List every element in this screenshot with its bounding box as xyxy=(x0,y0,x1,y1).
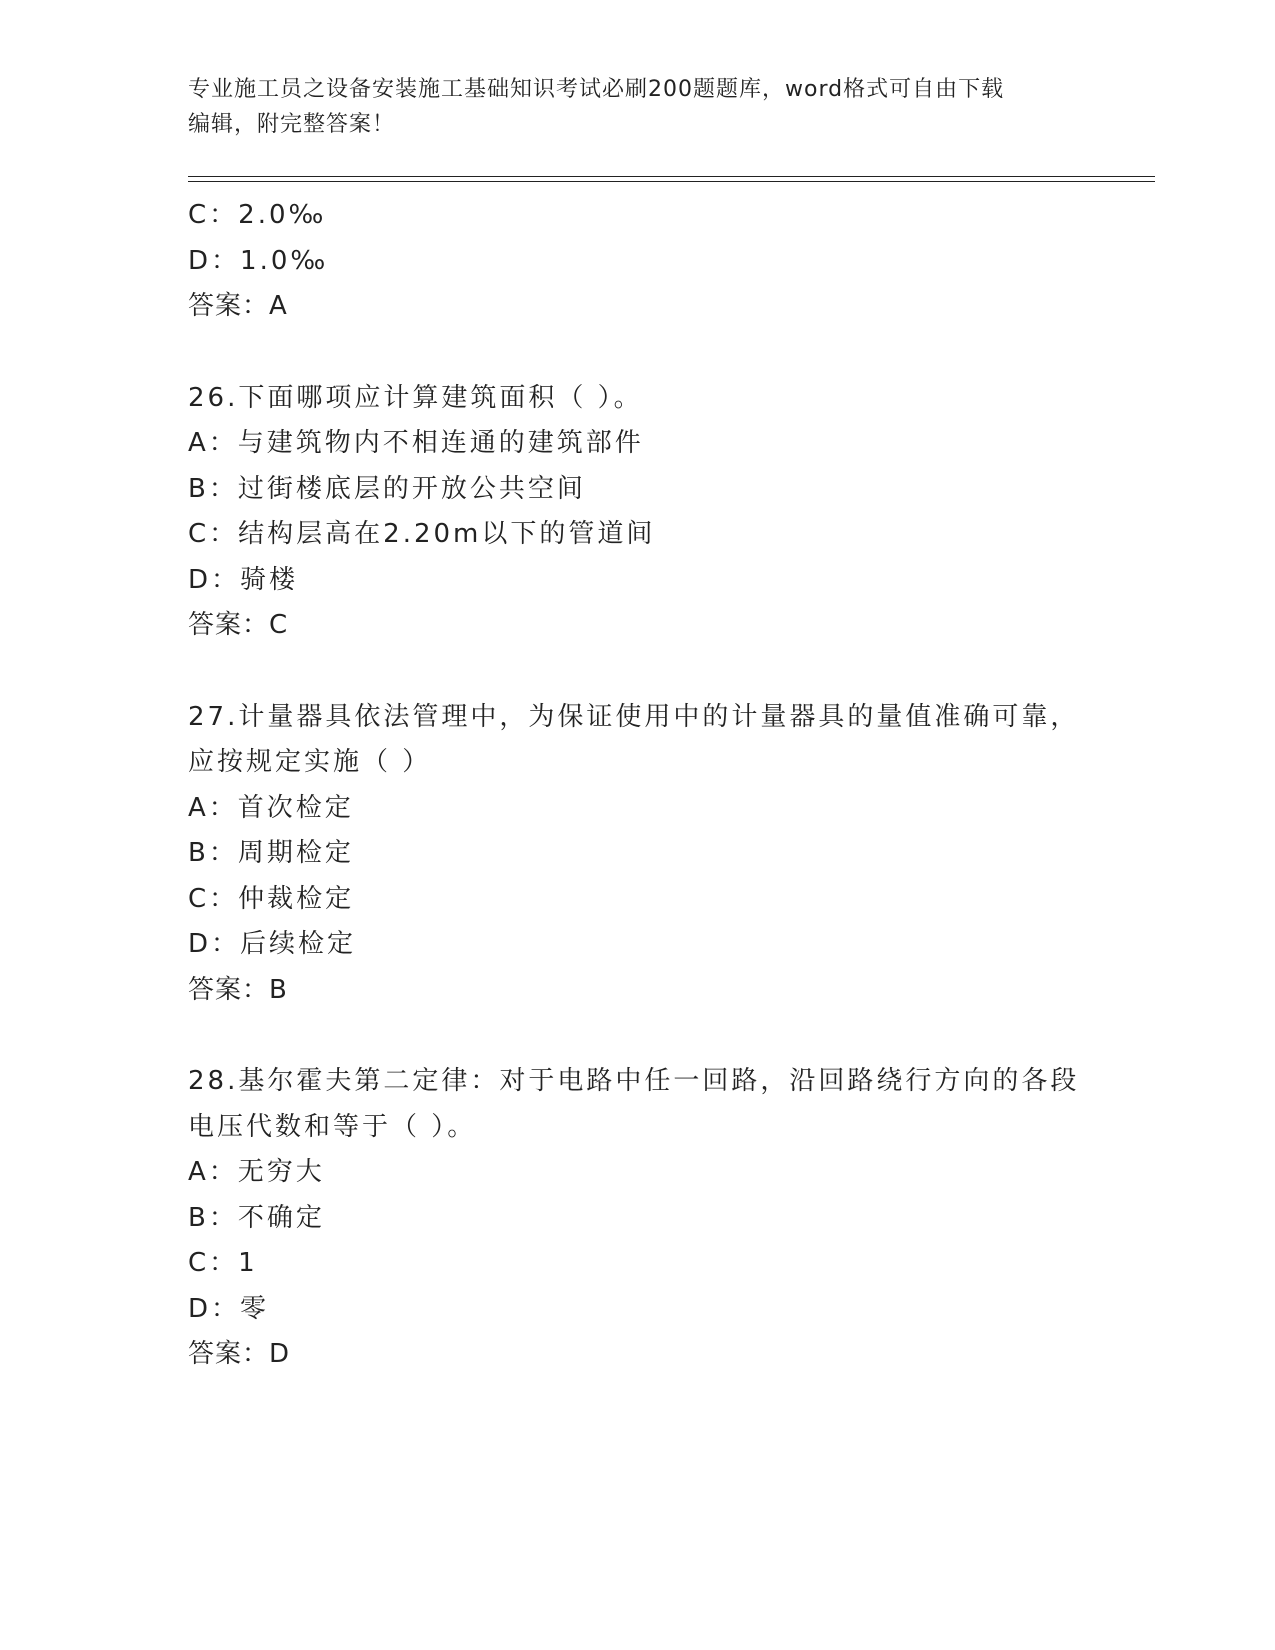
question-25-remainder xyxy=(188,193,1108,330)
option-c: C：2.0‰ xyxy=(188,200,327,230)
option-a: A：无穷大 xyxy=(188,1157,325,1187)
header-divider-bottom xyxy=(188,181,1155,182)
question-stem: 28.基尔霍夫第二定律：对于电路中任一回路，沿回路绕行方向的各段 xyxy=(188,1066,1080,1096)
option-a: A：首次检定 xyxy=(188,792,354,823)
question-26 xyxy=(188,376,1108,649)
option-b: B：过街楼底层的开放公共空间 xyxy=(188,473,586,504)
option-c: C：结构层高在2.20m以下的管道间 xyxy=(188,519,656,549)
question-stem: 26.下面哪项应计算建筑面积（ ）。 xyxy=(188,382,643,413)
question-28 xyxy=(188,1059,1108,1378)
answer-line: 答案：D xyxy=(188,1339,291,1369)
spacer xyxy=(188,330,1108,376)
document-header xyxy=(188,72,1088,142)
question-stem-continued: 电压代数和等于（ ）。 xyxy=(188,1111,477,1142)
question-stem: 27.计量器具依法管理中，为保证使用中的计量器具的量值准确可靠， xyxy=(188,701,1080,732)
spacer xyxy=(188,649,1108,695)
option-d: D：后续检定 xyxy=(188,929,357,959)
document-body xyxy=(188,193,1108,1378)
option-b: B：周期检定 xyxy=(188,838,354,868)
option-d: D：零 xyxy=(188,1293,270,1324)
option-d: D：1.0‰ xyxy=(188,245,329,276)
question-27 xyxy=(188,695,1108,1014)
option-a: A：与建筑物内不相连通的建筑部件 xyxy=(188,428,644,458)
option-d: D：骑楼 xyxy=(188,564,299,595)
option-c: C：1 xyxy=(188,1248,258,1278)
header-divider-top xyxy=(188,176,1155,177)
spacer xyxy=(188,1013,1108,1059)
option-b: B：不确定 xyxy=(188,1202,325,1233)
question-stem-continued: 应按规定实施（ ） xyxy=(188,747,432,777)
header-title-line-2: 编辑，附完整答案！ xyxy=(188,112,396,137)
answer-line: 答案：B xyxy=(188,974,288,1005)
option-c: C：仲裁检定 xyxy=(188,883,355,914)
header-title-line-1: 专业施工员之设备安装施工基础知识考试必刷200题题库，word格式可自由下载 xyxy=(188,77,1005,102)
answer-line: 答案：A xyxy=(188,291,288,321)
answer-line: 答案：C xyxy=(188,610,289,640)
